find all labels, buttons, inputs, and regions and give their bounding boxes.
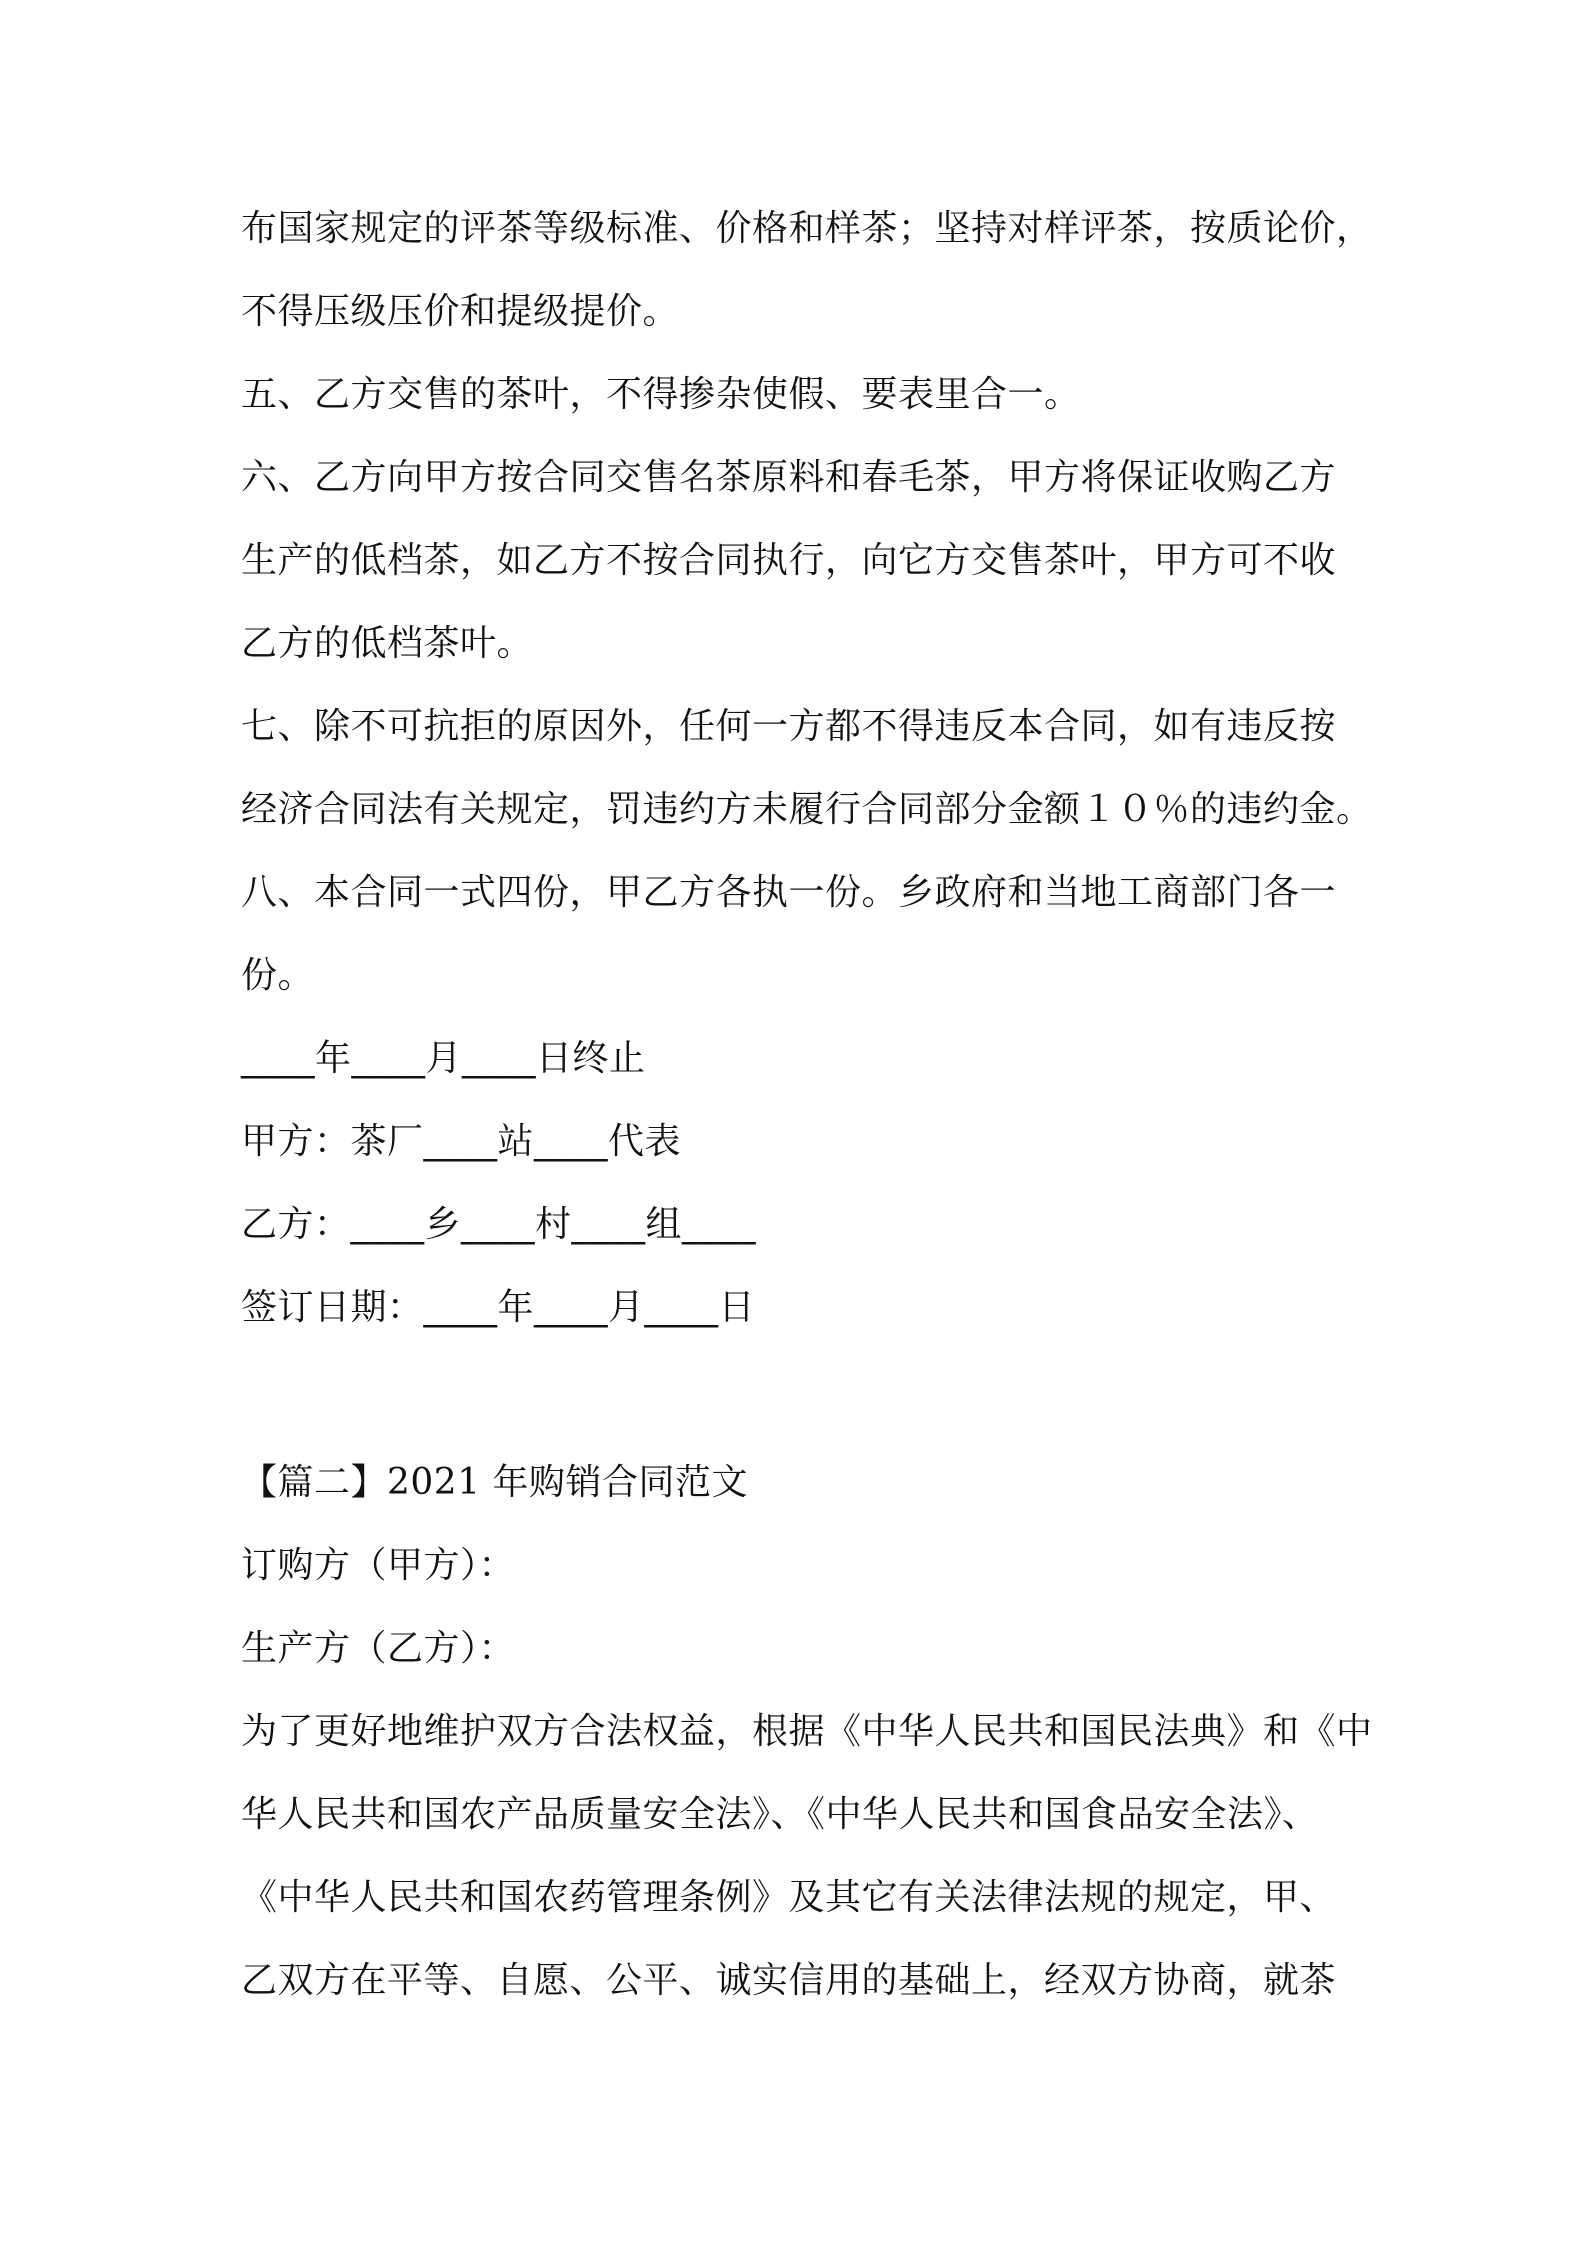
body-line: 不得压级压价和提级提价。 [241,291,680,332]
body-line: 华人民共和国农产品质量安全法》、《中华人民共和国食品安全法》、 [241,1794,1319,1835]
body-line: 乙双方在平等、自愿、公平、诚实信用的基础上，经双方协商，就茶 [241,1960,1337,2001]
section-heading: 【篇二】2021 年购销合同范文 [241,1462,749,1503]
party-a-line: 甲方：茶厂____站____代表 [241,1121,682,1162]
body-line: 乙方的低档茶叶。 [241,623,534,664]
body-line: 生产的低档茶，如乙方不按合同执行，向它方交售茶叶，甲方可不收 [241,540,1337,581]
party-b-line: 乙方：____乡____村____组____ [241,1204,757,1245]
clause-seven: 七、除不可抗拒的原因外，任何一方都不得违反本合同，如有违反按 [241,706,1337,747]
clause-eight: 八、本合同一式四份，甲乙方各执一份。乡政府和当地工商部门各一 [241,872,1337,913]
termination-date-line: ____年____月____日终止 [241,1038,646,1079]
producer-line: 生产方（乙方）： [241,1628,516,1669]
clause-six: 六、乙方向甲方按合同交售名茶原料和春毛茶，甲方将保证收购乙方 [241,457,1337,498]
body-line: 经济合同法有关规定，罚违约方未履行合同部分金额１０％的违约金。 [241,789,1373,830]
buyer-line: 订购方（甲方）： [241,1545,516,1586]
body-line: 《中华人民共和国农药管理条例》及其它有关法律法规的规定，甲、 [241,1877,1337,1918]
body-line: 为了更好地维护双方合法权益，根据《中华人民共和国民法典》和《中 [241,1711,1373,1752]
clause-five: 五、乙方交售的茶叶，不得掺杂使假、要表里合一。 [241,374,1081,415]
signing-date-line: 签订日期：____年____月____日 [241,1287,756,1328]
body-line: 布国家规定的评茶等级标准、价格和样茶；坚持对样评茶，按质论价， [241,208,1373,249]
body-line: 份。 [241,955,315,996]
